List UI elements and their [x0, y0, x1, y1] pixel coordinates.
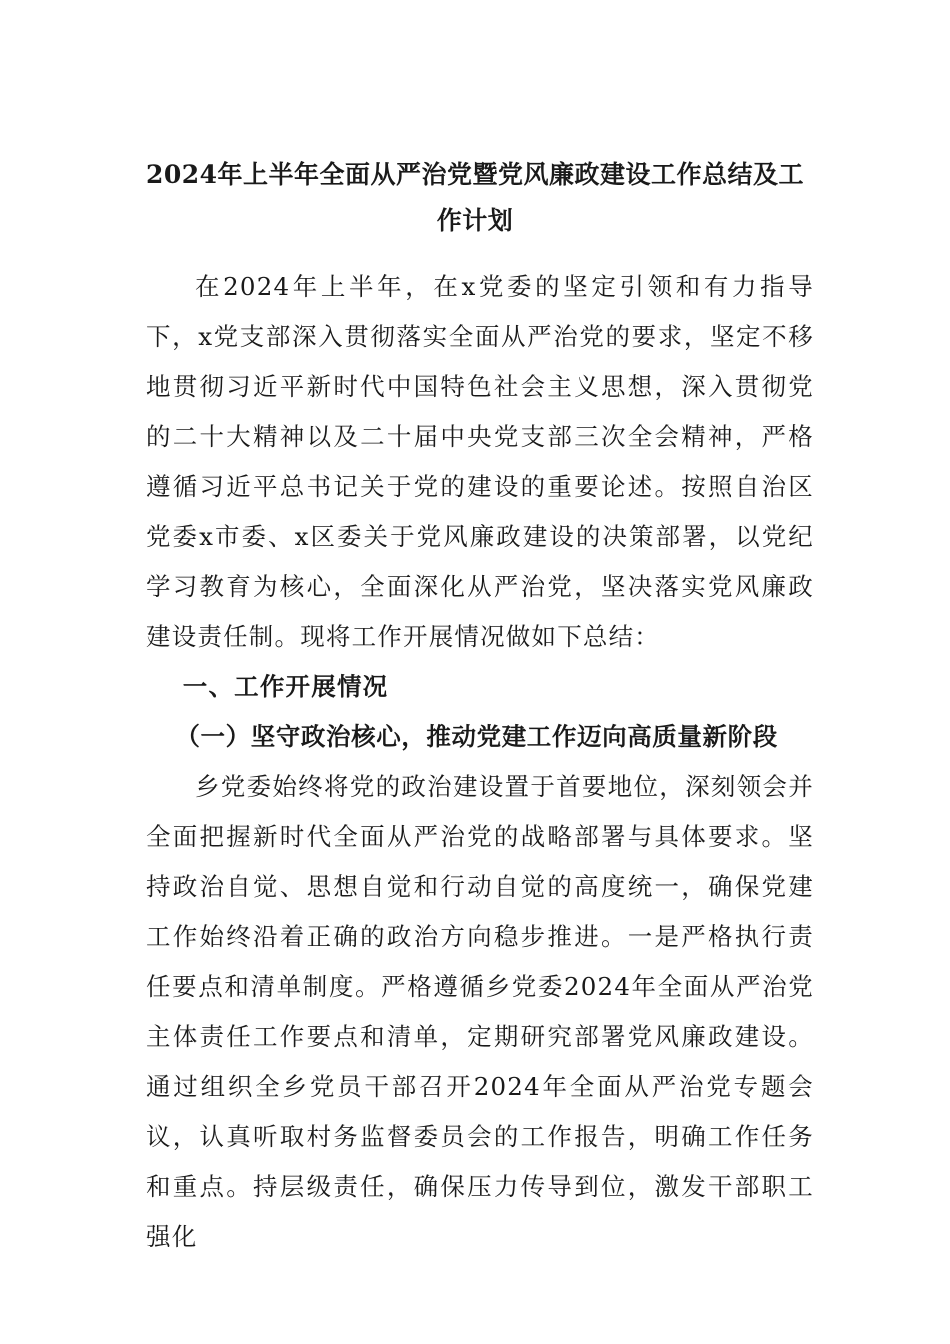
section-heading: 一、工作开展情况 — [182, 672, 389, 701]
document-body — [146, 262, 814, 1262]
intro-paragraph: 在2024年上半年，在x党委的坚定引领和有力指导下，x党支部深入贯彻落实全面从严治党的要求，坚定不移地贯彻习近平新时代中国特色社会主义思想，深入贯彻党的二十大精神以及二十届中央党支部三次全会精神，严格遵循习近平总书记关于党的建设的重要论述。按照自治区党委x市委、x区委关于党风廉政建设的决策部署，以党纪学习教育为核心，全面深化从严治党，坚决落实党风廉政建设责任制。现将工作开展情况做如下总结： — [146, 272, 814, 651]
document-title: 2024年上半年全面从严治党暨党风廉政建设工作总结及工作计划 — [145, 160, 805, 235]
subsection-paragraph: 乡党委始终将党的政治建设置于首要地位，深刻领会并全面把握新时代全面从严治党的战略部署与具体要求。坚持政治自觉、思想自觉和行动自觉的高度统一，确保党建工作始终沿着正确的政治方向稳步推进。一是严格执行责任要点和清单制度。严格遵循乡党委2024年全面从严治党主体责任工作要点和清单，定期研究部署党风廉政建设。通过组织全乡党员干部召开2024年全面从严治党专题会议，认真听取村务监督委员会的工作报告，明确工作任务和重点。持层级责任，确保压力传导到位，激发干部职工强化 — [146, 772, 814, 1251]
subsection-heading: （一）坚守政治核心，推动党建工作迈向高质量新阶段 — [175, 722, 778, 751]
